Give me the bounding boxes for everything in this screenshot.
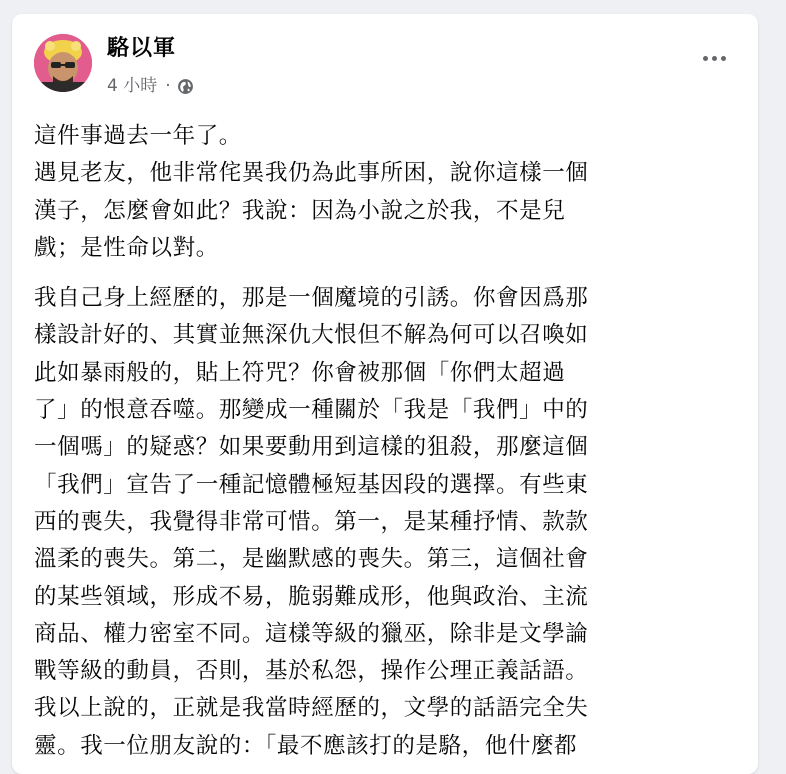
post-card <box>12 14 758 774</box>
post-line: 這件事過去一年了。 <box>34 123 242 149</box>
avatar[interactable] <box>34 34 92 92</box>
post-line: 商品、權力密室不同。這樣等級的獵巫，除非是文學論 <box>34 620 589 647</box>
author-name[interactable]: 駱以軍 <box>107 36 177 61</box>
post-line: 我以上說的，正就是我當時經歷的，文學的話語完全失 <box>34 695 589 722</box>
post-line: 戲；是性命以對。 <box>34 234 219 261</box>
avatar-image <box>34 34 92 92</box>
post-line: 我自己身上經歷的，那是一個魔境的引誘。你會因爲那 <box>34 285 589 312</box>
post-line: 了」的恨意吞噬。那變成一種關於「我是「我們」中的 <box>34 397 589 424</box>
post-line: 「我們」宣告了一種記憶體極短基因段的選擇。有些東 <box>34 471 589 498</box>
post-body <box>34 118 724 765</box>
post-line: 西的喪失，我覺得非常可惜。第一，是某種抒情、款款 <box>34 508 589 535</box>
post-line: 遇見老友，他非常侘異我仍為此事所困，說你這樣一個 <box>34 160 589 187</box>
more-options-icon-dot <box>721 56 726 61</box>
post-line: 靈。我一位朋友說的：「最不應該打的是駱，他什麼都 <box>34 732 578 759</box>
post-paragraph <box>34 118 724 267</box>
post-meta <box>107 74 194 98</box>
more-options-icon-dot <box>712 56 717 61</box>
more-options-icon <box>703 56 708 61</box>
globe-icon[interactable] <box>177 78 194 95</box>
post-line: 樣設計好的、其實並無深仇大恨但不解為何可以召喚如 <box>34 322 589 349</box>
post-line: 漢子，怎麼會如此？我說：因為小說之於我，不是兒 <box>34 197 566 224</box>
post-line: 一個嗎」的疑惑？如果要動用到這樣的狙殺，那麼這個 <box>34 434 589 461</box>
more-options-button[interactable] <box>694 44 734 72</box>
post-timestamp[interactable]: 4 小時 <box>107 76 158 96</box>
post-line: 戰等級的動員，否則，基於私怨，操作公理正義話語。 <box>34 658 589 685</box>
post-line: 溫柔的喪失。第二，是幽默感的喪失。第三，這個社會 <box>34 546 589 573</box>
post-paragraph <box>34 280 724 765</box>
post-line: 此如暴雨般的，貼上符咒？你會被那個「你們太超過 <box>34 359 566 386</box>
post-line: 的某些領域，形成不易，脆弱難成形，他與政治、主流 <box>34 583 589 610</box>
meta-separator: · <box>165 76 171 96</box>
